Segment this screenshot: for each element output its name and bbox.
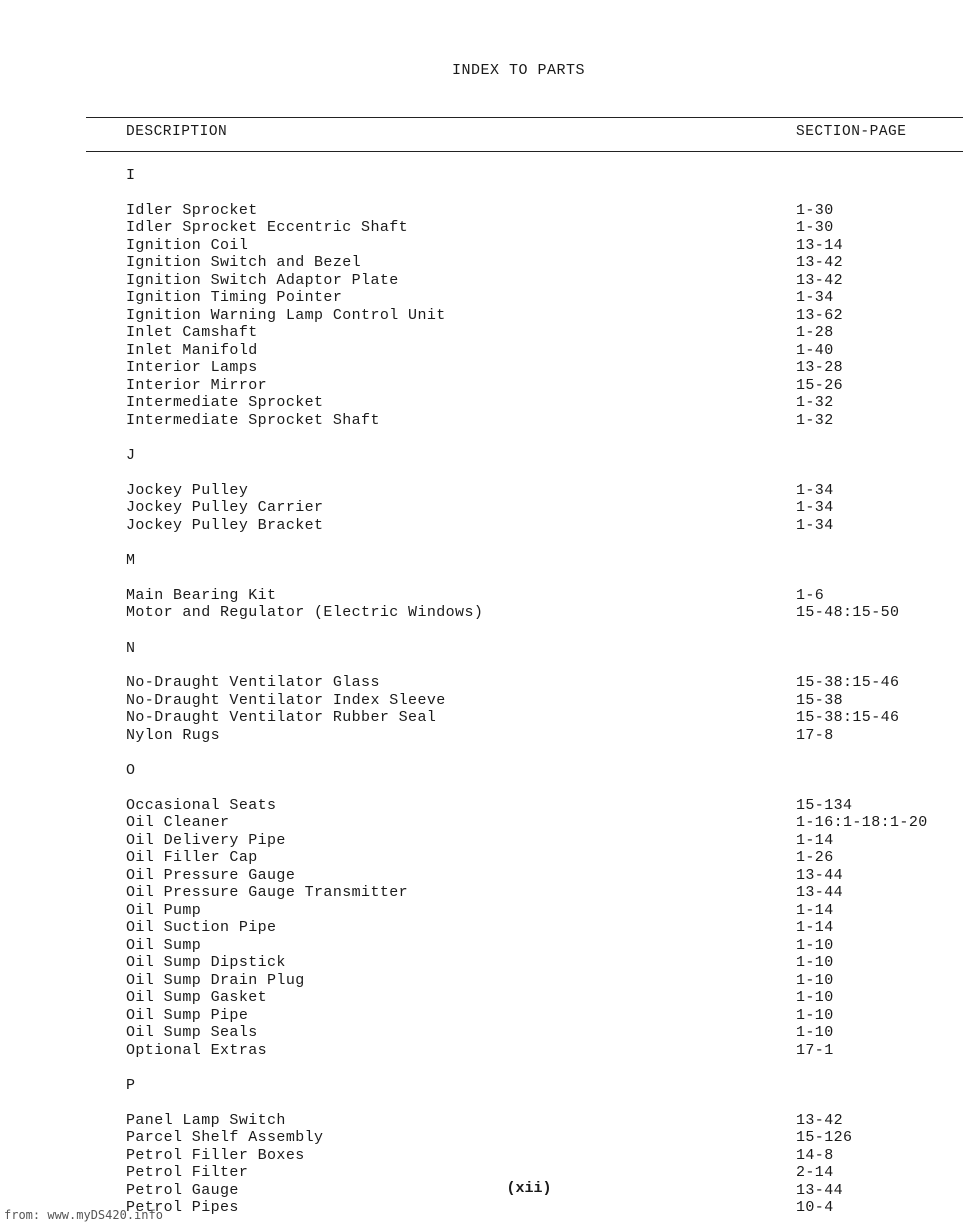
section-letter: N — [126, 639, 136, 657]
entry-description: Petrol Gauge — [126, 1181, 239, 1199]
entry-description: Petrol Filter — [126, 1164, 249, 1181]
index-entry — [126, 849, 956, 867]
entry-description: Inlet Manifold — [126, 341, 258, 359]
source-footer: from: www.myDS420.info — [4, 1208, 163, 1222]
entry-description: Idler Sprocket — [126, 201, 258, 219]
section-spacer — [126, 744, 956, 762]
index-entry — [126, 1042, 956, 1060]
entry-section-page: 1-16:1-18:1-20 — [796, 814, 928, 831]
section-spacer — [126, 622, 956, 640]
index-entry — [126, 709, 956, 727]
entry-description: No-Draught Ventilator Glass — [126, 674, 380, 691]
index-entry — [126, 377, 956, 395]
index-entry — [126, 1129, 956, 1147]
index-entry — [126, 342, 956, 360]
entry-description: Oil Pump — [126, 901, 202, 919]
entry-description: Jockey Pulley Bracket — [126, 516, 324, 534]
entry-section-page: 15-38:15-46 — [796, 709, 900, 726]
entry-section-page: 17-8 — [796, 726, 834, 744]
entry-description: Ignition Switch and Bezel — [126, 254, 362, 271]
header-top-rule — [86, 117, 963, 118]
entry-section-page: 1-14 — [796, 919, 834, 936]
entry-description: Jockey Pulley Carrier — [126, 499, 324, 516]
section-spacer — [126, 534, 956, 552]
entry-section-page: 15-134 — [796, 796, 853, 814]
entry-section-page: 1-32 — [796, 411, 834, 429]
section-letter: P — [126, 1077, 136, 1094]
entry-section-page: 1-6 — [796, 586, 825, 604]
entry-description: Oil Sump Gasket — [126, 989, 268, 1006]
entry-section-page: 1-10 — [796, 1006, 834, 1024]
index-entry — [126, 394, 956, 412]
page-title: INDEX TO PARTS — [451, 62, 586, 79]
entry-description: Oil Sump Pipe — [126, 1006, 249, 1024]
index-entry — [126, 867, 956, 885]
index-entry — [126, 919, 956, 937]
entry-section-page: 15-126 — [796, 1129, 853, 1146]
index-entry — [126, 832, 956, 850]
index-entry — [126, 202, 956, 220]
entry-section-page: 1-32 — [796, 394, 834, 411]
index-section — [126, 167, 956, 429]
entry-description: Motor and Regulator (Electric Windows) — [126, 604, 484, 621]
index-entry — [126, 1007, 956, 1025]
entry-section-page: 14-8 — [796, 1146, 834, 1164]
entry-section-page: 13-42 — [796, 254, 844, 271]
entry-section-page: 13-44 — [796, 1181, 844, 1199]
entry-section-page: 1-14 — [796, 831, 834, 849]
entry-section-page: 1-34 — [796, 289, 834, 306]
index-entry — [126, 797, 956, 815]
entry-description: Oil Suction Pipe — [126, 919, 277, 936]
index-entry — [126, 727, 956, 745]
entry-section-page: 1-34 — [796, 499, 834, 516]
entry-description: Oil Delivery Pipe — [126, 831, 286, 849]
entry-section-page: 13-42 — [796, 1111, 844, 1129]
index-entry — [126, 674, 956, 692]
entry-description: Petrol Filler Boxes — [126, 1146, 305, 1164]
page-number: (xii) — [506, 1180, 552, 1197]
entry-section-page: 1-40 — [796, 341, 834, 359]
entry-description: Occasional Seats — [126, 796, 277, 814]
index-entry — [126, 307, 956, 325]
entry-section-page: 13-44 — [796, 884, 844, 901]
index-entry — [126, 989, 956, 1007]
index-entry — [126, 1147, 956, 1165]
entry-description: Optional Extras — [126, 1041, 268, 1059]
entry-section-page: 10-4 — [796, 1199, 834, 1216]
entry-section-page: 1-34 — [796, 516, 834, 534]
parts-index — [126, 167, 956, 1217]
header-bottom-rule — [86, 151, 963, 152]
entry-section-page: 1-30 — [796, 201, 834, 219]
index-entry — [126, 219, 956, 237]
entry-section-page: 13-62 — [796, 306, 844, 324]
entry-description: Intermediate Sprocket Shaft — [126, 411, 380, 429]
entry-description: Jockey Pulley — [126, 481, 249, 499]
entry-description: Inlet Camshaft — [126, 324, 258, 341]
index-entry — [126, 1164, 956, 1182]
index-entry — [126, 1112, 956, 1130]
entry-description: Ignition Switch Adaptor Plate — [126, 271, 399, 289]
entry-description: Ignition Coil — [126, 236, 249, 254]
entry-description: Oil Sump Seals — [126, 1024, 258, 1041]
index-entry — [126, 237, 956, 255]
entry-section-page: 13-14 — [796, 236, 844, 254]
index-entry — [126, 1199, 956, 1217]
entry-description: Oil Sump — [126, 936, 202, 954]
index-section — [126, 552, 956, 622]
index-entry — [126, 902, 956, 920]
entry-section-page: 1-30 — [796, 219, 834, 236]
index-entry — [126, 972, 956, 990]
index-entry — [126, 937, 956, 955]
entry-section-page: 15-38:15-46 — [796, 674, 900, 691]
entry-section-page: 15-38 — [796, 691, 844, 709]
entry-description: Main Bearing Kit — [126, 586, 277, 604]
entry-description: No-Draught Ventilator Index Sleeve — [126, 691, 446, 709]
entry-section-page: 1-10 — [796, 954, 834, 971]
index-entry — [126, 814, 956, 832]
entry-section-page: 13-44 — [796, 866, 844, 884]
index-section — [126, 447, 956, 534]
entry-description: Ignition Timing Pointer — [126, 289, 343, 306]
entry-description: Oil Sump Drain Plug — [126, 971, 305, 989]
section-letter: J — [126, 447, 136, 464]
entry-description: Oil Pressure Gauge Transmitter — [126, 884, 409, 901]
index-entry — [126, 517, 956, 535]
index-entry — [126, 412, 956, 430]
entry-description: Oil Cleaner — [126, 814, 230, 831]
index-entry — [126, 587, 956, 605]
index-entry — [126, 499, 956, 517]
section-letter: O — [126, 762, 136, 779]
entry-description: Intermediate Sprocket — [126, 394, 324, 411]
entry-description: Oil Sump Dipstick — [126, 954, 286, 971]
index-entry — [126, 359, 956, 377]
entry-description: Oil Pressure Gauge — [126, 866, 296, 884]
index-entry — [126, 692, 956, 710]
index-entry — [126, 1024, 956, 1042]
entry-section-page: 1-14 — [796, 901, 834, 919]
section-spacer — [126, 1059, 956, 1077]
section-letter: M — [126, 552, 136, 569]
index-entry — [126, 482, 956, 500]
entry-section-page: 13-42 — [796, 271, 844, 289]
entry-description: Panel Lamp Switch — [126, 1111, 286, 1129]
entry-description: Parcel Shelf Assembly — [126, 1129, 324, 1146]
section-page-column-header: SECTION-PAGE — [796, 124, 907, 140]
index-entry — [126, 272, 956, 290]
entry-section-page: 15-48:15-50 — [796, 604, 900, 621]
section-spacer — [126, 429, 956, 447]
entry-section-page: 1-10 — [796, 989, 834, 1006]
index-section — [126, 762, 956, 1059]
entry-section-page: 15-26 — [796, 376, 844, 394]
entry-section-page: 1-26 — [796, 849, 834, 866]
entry-description: Interior Lamps — [126, 359, 258, 376]
index-entry — [126, 324, 956, 342]
index-entry — [126, 289, 956, 307]
entry-section-page: 2-14 — [796, 1164, 834, 1181]
description-column-header: DESCRIPTION — [126, 124, 228, 140]
entry-description: Nylon Rugs — [126, 726, 221, 744]
index-entry — [126, 884, 956, 902]
index-entry — [126, 254, 956, 272]
section-letter: I — [126, 167, 136, 184]
index-section — [126, 640, 956, 745]
entry-description: Ignition Warning Lamp Control Unit — [126, 306, 446, 324]
entry-description: Interior Mirror — [126, 376, 268, 394]
entry-section-page: 1-34 — [796, 481, 834, 499]
entry-section-page: 1-10 — [796, 971, 834, 989]
index-entry — [126, 954, 956, 972]
entry-description: Idler Sprocket Eccentric Shaft — [126, 219, 409, 236]
entry-section-page: 13-28 — [796, 359, 844, 376]
entry-section-page: 1-10 — [796, 1024, 834, 1041]
entry-description: Petrol Pipes — [126, 1199, 239, 1216]
entry-section-page: 1-10 — [796, 936, 834, 954]
entry-section-page: 1-28 — [796, 324, 834, 341]
index-entry — [126, 604, 956, 622]
entry-section-page: 17-1 — [796, 1041, 834, 1059]
entry-description: Oil Filler Cap — [126, 849, 258, 866]
entry-description: No-Draught Ventilator Rubber Seal — [126, 709, 437, 726]
